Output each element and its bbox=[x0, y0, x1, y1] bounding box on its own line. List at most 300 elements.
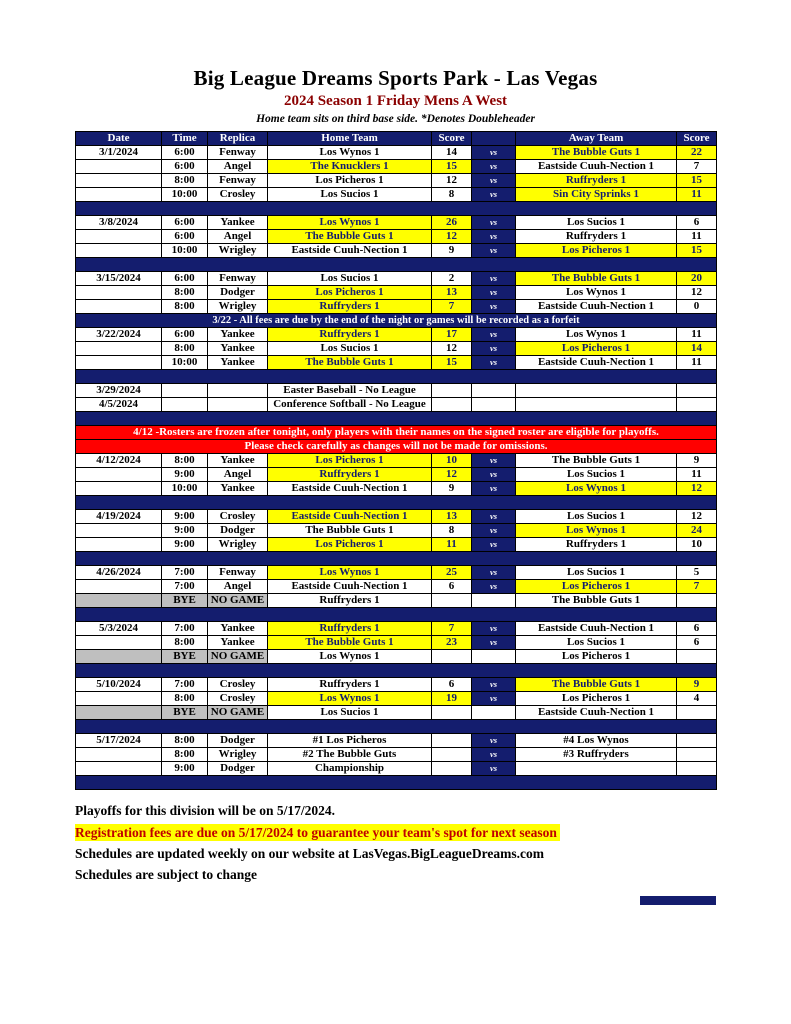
vs-cell: vs bbox=[472, 286, 516, 300]
home-score-cell bbox=[432, 384, 472, 398]
separator-bar bbox=[76, 202, 717, 216]
date-cell bbox=[76, 468, 162, 482]
home-score-cell: 9 bbox=[432, 482, 472, 496]
away-team-cell: Los Picheros 1 bbox=[516, 342, 677, 356]
away-score-cell bbox=[677, 384, 717, 398]
home-team-cell: The Bubble Guts 1 bbox=[268, 356, 432, 370]
replica-cell: Wrigley bbox=[208, 300, 268, 314]
time-cell: 8:00 bbox=[162, 342, 208, 356]
replica-cell: Crosley bbox=[208, 692, 268, 706]
schedule-table bbox=[75, 131, 717, 790]
home-team-cell: Ruffryders 1 bbox=[268, 594, 432, 608]
column-header: Date bbox=[76, 132, 162, 146]
date-cell bbox=[76, 356, 162, 370]
home-score-cell bbox=[432, 762, 472, 776]
date-cell bbox=[76, 636, 162, 650]
date-cell bbox=[76, 692, 162, 706]
separator-bar bbox=[76, 720, 717, 734]
notice-text: 3/22 - All fees are due by the end of the night or games will be recorded as a forfeit bbox=[76, 314, 717, 328]
away-team-cell: Ruffryders 1 bbox=[516, 174, 677, 188]
time-cell: 7:00 bbox=[162, 580, 208, 594]
home-score-cell: 12 bbox=[432, 342, 472, 356]
footer bbox=[75, 803, 716, 882]
game-row bbox=[76, 622, 717, 636]
time-cell: BYE bbox=[162, 706, 208, 720]
away-team-cell: Los Sucios 1 bbox=[516, 216, 677, 230]
vs-cell: vs bbox=[472, 580, 516, 594]
date-cell: 5/17/2024 bbox=[76, 734, 162, 748]
game-row bbox=[76, 272, 717, 286]
separator-bar bbox=[76, 412, 717, 426]
date-cell: 3/8/2024 bbox=[76, 216, 162, 230]
date-cell: 5/10/2024 bbox=[76, 678, 162, 692]
vs-cell: vs bbox=[472, 188, 516, 202]
vs-cell bbox=[472, 384, 516, 398]
home-team-cell: #2 The Bubble Guts bbox=[268, 748, 432, 762]
home-team-cell: Los Picheros 1 bbox=[268, 454, 432, 468]
away-score-cell bbox=[677, 594, 717, 608]
away-score-cell: 12 bbox=[677, 482, 717, 496]
vs-cell bbox=[472, 706, 516, 720]
notice-text: Please check carefully as changes will not be made for omissions. bbox=[76, 440, 717, 454]
away-score-cell: 0 bbox=[677, 300, 717, 314]
away-team-cell: Los Picheros 1 bbox=[516, 650, 677, 664]
home-team-cell: Ruffryders 1 bbox=[268, 468, 432, 482]
away-team-cell: Eastside Cuuh-Nection 1 bbox=[516, 356, 677, 370]
game-row bbox=[76, 188, 717, 202]
replica-cell: Yankee bbox=[208, 622, 268, 636]
away-team-cell: Eastside Cuuh-Nection 1 bbox=[516, 160, 677, 174]
separator-row bbox=[76, 202, 717, 216]
away-team-cell: Los Wynos 1 bbox=[516, 286, 677, 300]
away-score-cell: 6 bbox=[677, 216, 717, 230]
vs-cell: vs bbox=[472, 230, 516, 244]
time-cell: 8:00 bbox=[162, 748, 208, 762]
away-score-cell: 7 bbox=[677, 160, 717, 174]
vs-cell: vs bbox=[472, 678, 516, 692]
time-cell: 9:00 bbox=[162, 524, 208, 538]
time-cell: 8:00 bbox=[162, 454, 208, 468]
away-score-cell: 6 bbox=[677, 636, 717, 650]
away-score-cell: 15 bbox=[677, 244, 717, 258]
date-cell bbox=[76, 748, 162, 762]
away-score-cell: 11 bbox=[677, 356, 717, 370]
home-score-cell: 17 bbox=[432, 328, 472, 342]
time-cell bbox=[162, 398, 208, 412]
date-cell: 3/15/2024 bbox=[76, 272, 162, 286]
away-team-cell: Los Sucios 1 bbox=[516, 510, 677, 524]
home-score-cell: 25 bbox=[432, 566, 472, 580]
home-team-cell: Ruffryders 1 bbox=[268, 328, 432, 342]
time-cell: 6:00 bbox=[162, 328, 208, 342]
page-title: Big League Dreams Sports Park - Las Vegas bbox=[193, 66, 598, 90]
home-score-cell bbox=[432, 650, 472, 664]
game-row bbox=[76, 160, 717, 174]
away-score-cell: 24 bbox=[677, 524, 717, 538]
replica-cell: Crosley bbox=[208, 510, 268, 524]
time-cell: 6:00 bbox=[162, 146, 208, 160]
replica-cell: Yankee bbox=[208, 482, 268, 496]
date-cell: 4/26/2024 bbox=[76, 566, 162, 580]
home-score-cell: 8 bbox=[432, 524, 472, 538]
replica-cell: Dodger bbox=[208, 286, 268, 300]
vs-cell: vs bbox=[472, 454, 516, 468]
game-row bbox=[76, 538, 717, 552]
date-cell bbox=[76, 160, 162, 174]
home-team-cell: Championship bbox=[268, 762, 432, 776]
replica-cell: Fenway bbox=[208, 272, 268, 286]
replica-cell: NO GAME bbox=[208, 706, 268, 720]
game-row bbox=[76, 230, 717, 244]
time-cell: 6:00 bbox=[162, 216, 208, 230]
game-row bbox=[76, 692, 717, 706]
replica-cell: NO GAME bbox=[208, 594, 268, 608]
time-cell: 9:00 bbox=[162, 538, 208, 552]
vs-cell: vs bbox=[472, 524, 516, 538]
away-team-cell: Los Wynos 1 bbox=[516, 328, 677, 342]
header-row bbox=[76, 132, 717, 146]
replica-cell: Angel bbox=[208, 160, 268, 174]
home-score-cell: 12 bbox=[432, 230, 472, 244]
away-team-cell: The Bubble Guts 1 bbox=[516, 678, 677, 692]
time-cell: 9:00 bbox=[162, 762, 208, 776]
away-score-cell: 4 bbox=[677, 692, 717, 706]
vs-cell: vs bbox=[472, 692, 516, 706]
away-score-cell: 14 bbox=[677, 342, 717, 356]
away-score-cell bbox=[677, 748, 717, 762]
column-header: Home Team bbox=[268, 132, 432, 146]
replica-cell: Yankee bbox=[208, 636, 268, 650]
away-team-cell: The Bubble Guts 1 bbox=[516, 272, 677, 286]
vs-cell: vs bbox=[472, 510, 516, 524]
replica-cell: Yankee bbox=[208, 328, 268, 342]
home-score-cell bbox=[432, 734, 472, 748]
game-row bbox=[76, 734, 717, 748]
home-score-cell: 6 bbox=[432, 678, 472, 692]
replica-cell: Wrigley bbox=[208, 748, 268, 762]
home-score-cell: 26 bbox=[432, 216, 472, 230]
home-score-cell: 14 bbox=[432, 146, 472, 160]
home-score-cell bbox=[432, 748, 472, 762]
time-cell: 10:00 bbox=[162, 482, 208, 496]
vs-cell: vs bbox=[472, 538, 516, 552]
away-team-cell: Sin City Sprinks 1 bbox=[516, 188, 677, 202]
separator-row bbox=[76, 552, 717, 566]
home-score-cell bbox=[432, 398, 472, 412]
away-score-cell: 11 bbox=[677, 468, 717, 482]
time-cell: 10:00 bbox=[162, 244, 208, 258]
date-cell bbox=[76, 230, 162, 244]
replica-cell: Wrigley bbox=[208, 538, 268, 552]
away-team-cell: #4 Los Wynos bbox=[516, 734, 677, 748]
away-score-cell: 11 bbox=[677, 188, 717, 202]
home-score-cell: 13 bbox=[432, 286, 472, 300]
vs-cell bbox=[472, 398, 516, 412]
vs-cell bbox=[472, 650, 516, 664]
away-score-cell: 10 bbox=[677, 538, 717, 552]
away-team-cell: Los Sucios 1 bbox=[516, 566, 677, 580]
separator-row bbox=[76, 412, 717, 426]
away-score-cell: 15 bbox=[677, 174, 717, 188]
home-team-cell: Ruffryders 1 bbox=[268, 678, 432, 692]
away-score-cell: 12 bbox=[677, 510, 717, 524]
away-score-cell bbox=[677, 650, 717, 664]
game-row bbox=[76, 566, 717, 580]
game-row bbox=[76, 580, 717, 594]
replica-cell: Fenway bbox=[208, 566, 268, 580]
game-row bbox=[76, 342, 717, 356]
away-team-cell: Los Wynos 1 bbox=[516, 524, 677, 538]
replica-cell: Yankee bbox=[208, 216, 268, 230]
date-cell bbox=[76, 524, 162, 538]
home-team-cell: Los Sucios 1 bbox=[268, 706, 432, 720]
vs-cell: vs bbox=[472, 622, 516, 636]
time-cell: 7:00 bbox=[162, 678, 208, 692]
away-score-cell: 9 bbox=[677, 678, 717, 692]
time-cell: 10:00 bbox=[162, 356, 208, 370]
date-cell bbox=[76, 174, 162, 188]
home-team-cell: Los Picheros 1 bbox=[268, 286, 432, 300]
separator-row bbox=[76, 664, 717, 678]
separator-row bbox=[76, 776, 717, 790]
date-cell bbox=[76, 706, 162, 720]
no_league-row bbox=[76, 384, 717, 398]
date-cell: 3/22/2024 bbox=[76, 328, 162, 342]
away-score-cell: 11 bbox=[677, 230, 717, 244]
away-team-cell: Los Picheros 1 bbox=[516, 692, 677, 706]
time-cell: 6:00 bbox=[162, 230, 208, 244]
game-row bbox=[76, 748, 717, 762]
away-team-cell: Ruffryders 1 bbox=[516, 538, 677, 552]
home-score-cell: 7 bbox=[432, 622, 472, 636]
game-row bbox=[76, 510, 717, 524]
vs-cell: vs bbox=[472, 748, 516, 762]
date-cell bbox=[76, 762, 162, 776]
home-score-cell: 10 bbox=[432, 454, 472, 468]
away-team-cell: The Bubble Guts 1 bbox=[516, 454, 677, 468]
home-team-cell: Los Sucios 1 bbox=[268, 342, 432, 356]
time-cell: 6:00 bbox=[162, 272, 208, 286]
vs-cell: vs bbox=[472, 342, 516, 356]
replica-cell: Yankee bbox=[208, 454, 268, 468]
separator-row bbox=[76, 258, 717, 272]
away-score-cell: 9 bbox=[677, 454, 717, 468]
away-team-cell: Eastside Cuuh-Nection 1 bbox=[516, 706, 677, 720]
separator-bar bbox=[76, 552, 717, 566]
replica-cell bbox=[208, 384, 268, 398]
replica-cell: Dodger bbox=[208, 734, 268, 748]
event-cell: Easter Baseball - No League bbox=[268, 384, 432, 398]
column-header: Away Team bbox=[516, 132, 677, 146]
home-team-cell: Los Wynos 1 bbox=[268, 216, 432, 230]
date-cell: 4/5/2024 bbox=[76, 398, 162, 412]
time-cell: 8:00 bbox=[162, 300, 208, 314]
date-cell: 3/29/2024 bbox=[76, 384, 162, 398]
home-score-cell: 23 bbox=[432, 636, 472, 650]
vs-cell: vs bbox=[472, 482, 516, 496]
away-score-cell: 22 bbox=[677, 146, 717, 160]
separator-bar bbox=[76, 258, 717, 272]
date-cell bbox=[76, 286, 162, 300]
game-row bbox=[76, 636, 717, 650]
time-cell: 8:00 bbox=[162, 692, 208, 706]
time-cell: 7:00 bbox=[162, 622, 208, 636]
date-cell bbox=[76, 188, 162, 202]
home-score-cell bbox=[432, 594, 472, 608]
away-team-cell: Eastside Cuuh-Nection 1 bbox=[516, 622, 677, 636]
away-team-cell: Los Picheros 1 bbox=[516, 580, 677, 594]
date-cell bbox=[76, 300, 162, 314]
column-header: Score bbox=[677, 132, 717, 146]
separator-row bbox=[76, 370, 717, 384]
away-score-cell: 20 bbox=[677, 272, 717, 286]
replica-cell: Crosley bbox=[208, 188, 268, 202]
vs-cell: vs bbox=[472, 636, 516, 650]
home-team-cell: #1 Los Picheros bbox=[268, 734, 432, 748]
time-cell: BYE bbox=[162, 650, 208, 664]
footer-subject-to-change-note: Schedules are subject to change bbox=[75, 866, 257, 882]
vs-cell: vs bbox=[472, 300, 516, 314]
header-note: Home team sits on third base side. *Denotes Doubleheader bbox=[256, 113, 535, 125]
vs-cell: vs bbox=[472, 174, 516, 188]
notice-row bbox=[76, 314, 717, 328]
separator-bar bbox=[76, 776, 717, 790]
replica-cell: Yankee bbox=[208, 356, 268, 370]
date-cell bbox=[76, 580, 162, 594]
column-header: Replica bbox=[208, 132, 268, 146]
time-cell: 6:00 bbox=[162, 160, 208, 174]
bottom-navy-bar bbox=[640, 896, 716, 905]
game-row bbox=[76, 356, 717, 370]
vs-cell: vs bbox=[472, 468, 516, 482]
home-score-cell: 9 bbox=[432, 244, 472, 258]
home-team-cell: Los Sucios 1 bbox=[268, 272, 432, 286]
game-row bbox=[76, 762, 717, 776]
date-cell bbox=[76, 482, 162, 496]
home-score-cell: 15 bbox=[432, 160, 472, 174]
date-cell bbox=[76, 538, 162, 552]
bye-row bbox=[76, 706, 717, 720]
vs-cell: vs bbox=[472, 734, 516, 748]
column-header: Score bbox=[432, 132, 472, 146]
home-score-cell: 2 bbox=[432, 272, 472, 286]
bye-row bbox=[76, 650, 717, 664]
date-cell: 4/19/2024 bbox=[76, 510, 162, 524]
home-team-cell: Los Wynos 1 bbox=[268, 650, 432, 664]
game-row bbox=[76, 482, 717, 496]
replica-cell: Dodger bbox=[208, 762, 268, 776]
vs-cell: vs bbox=[472, 216, 516, 230]
date-cell: 4/12/2024 bbox=[76, 454, 162, 468]
home-team-cell: Eastside Cuuh-Nection 1 bbox=[268, 580, 432, 594]
notice-text: 4/12 -Rosters are frozen after tonight, only players with their names on the signed roster are eligible for playoffs. bbox=[76, 426, 717, 440]
column-header: Time bbox=[162, 132, 208, 146]
home-team-cell: The Knucklers 1 bbox=[268, 160, 432, 174]
vs-cell: vs bbox=[472, 272, 516, 286]
column-header bbox=[472, 132, 516, 146]
date-cell: 3/1/2024 bbox=[76, 146, 162, 160]
game-row bbox=[76, 244, 717, 258]
home-score-cell: 6 bbox=[432, 580, 472, 594]
bye-row bbox=[76, 594, 717, 608]
replica-cell: Wrigley bbox=[208, 244, 268, 258]
game-row bbox=[76, 174, 717, 188]
date-cell bbox=[76, 650, 162, 664]
home-team-cell: Los Wynos 1 bbox=[268, 566, 432, 580]
vs-cell: vs bbox=[472, 146, 516, 160]
footer-playoffs-note: Playoffs for this division will be on 5/17/2024. bbox=[75, 803, 336, 818]
separator-bar bbox=[76, 664, 717, 678]
home-score-cell: 11 bbox=[432, 538, 472, 552]
away-team-cell: Los Sucios 1 bbox=[516, 468, 677, 482]
away-team-cell: Los Picheros 1 bbox=[516, 244, 677, 258]
away-team-cell: #3 Ruffryders bbox=[516, 748, 677, 762]
notice-row bbox=[76, 426, 717, 440]
away-score-cell bbox=[677, 398, 717, 412]
separator-row bbox=[76, 720, 717, 734]
vs-cell: vs bbox=[472, 160, 516, 174]
away-score-cell: 7 bbox=[677, 580, 717, 594]
home-score-cell: 19 bbox=[432, 692, 472, 706]
away-score-cell bbox=[677, 762, 717, 776]
home-team-cell: Los Sucios 1 bbox=[268, 188, 432, 202]
footer-registration-note: Registration fees are due on 5/17/2024 to guarantee your team's spot for next season bbox=[75, 824, 560, 842]
separator-row bbox=[76, 496, 717, 510]
separator-bar bbox=[76, 496, 717, 510]
replica-cell: Angel bbox=[208, 468, 268, 482]
time-cell: 8:00 bbox=[162, 734, 208, 748]
home-team-cell: The Bubble Guts 1 bbox=[268, 230, 432, 244]
notice-row bbox=[76, 440, 717, 454]
date-cell bbox=[76, 594, 162, 608]
game-row bbox=[76, 468, 717, 482]
away-score-cell: 12 bbox=[677, 286, 717, 300]
away-team-cell: Los Sucios 1 bbox=[516, 636, 677, 650]
date-cell bbox=[76, 244, 162, 258]
away-score-cell: 6 bbox=[677, 622, 717, 636]
game-row bbox=[76, 146, 717, 160]
time-cell: 7:00 bbox=[162, 566, 208, 580]
no_league-row bbox=[76, 398, 717, 412]
separator-row bbox=[76, 608, 717, 622]
home-team-cell: The Bubble Guts 1 bbox=[268, 636, 432, 650]
separator-bar bbox=[76, 370, 717, 384]
home-team-cell: Los Picheros 1 bbox=[268, 538, 432, 552]
game-row bbox=[76, 300, 717, 314]
game-row bbox=[76, 678, 717, 692]
home-team-cell: Ruffryders 1 bbox=[268, 622, 432, 636]
vs-cell: vs bbox=[472, 566, 516, 580]
time-cell: 8:00 bbox=[162, 174, 208, 188]
vs-cell: vs bbox=[472, 762, 516, 776]
away-team-cell: Ruffryders 1 bbox=[516, 230, 677, 244]
replica-cell: Dodger bbox=[208, 524, 268, 538]
vs-cell bbox=[472, 594, 516, 608]
replica-cell bbox=[208, 398, 268, 412]
date-cell: 5/3/2024 bbox=[76, 622, 162, 636]
away-team-cell: The Bubble Guts 1 bbox=[516, 594, 677, 608]
away-team-cell bbox=[516, 398, 677, 412]
game-row bbox=[76, 286, 717, 300]
away-team-cell: Los Wynos 1 bbox=[516, 482, 677, 496]
home-team-cell: Eastside Cuuh-Nection 1 bbox=[268, 510, 432, 524]
home-team-cell: Ruffryders 1 bbox=[268, 300, 432, 314]
footer-website-note: Schedules are updated weekly on our website at LasVegas.BigLeagueDreams.com bbox=[75, 846, 545, 862]
separator-bar bbox=[76, 608, 717, 622]
game-row bbox=[76, 328, 717, 342]
home-score-cell: 13 bbox=[432, 510, 472, 524]
vs-cell: vs bbox=[472, 244, 516, 258]
